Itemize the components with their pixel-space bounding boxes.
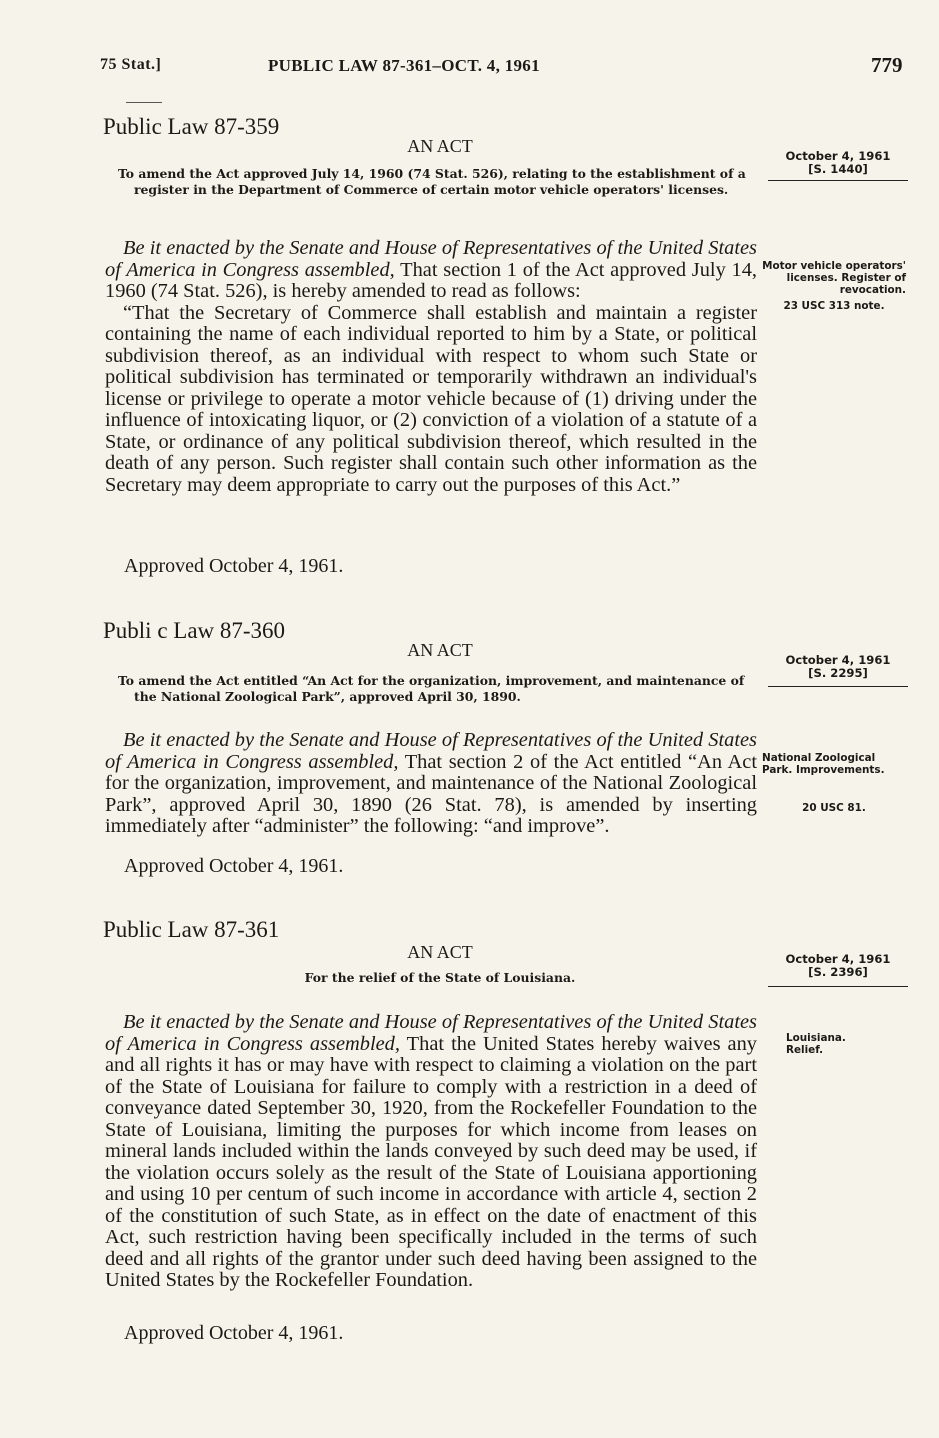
law-title-87-361: Public Law 87-361	[103, 917, 280, 942]
side-note	[762, 752, 906, 814]
body-lead: That section 2 of the Act entitled “An Act for the organization, improvement, and maintenance of the National Zoological Park”, approved April 30, 1890 (26 Stat. 78), is amended by inserting immediately after “administer” the following: “and improve”.	[105, 750, 757, 837]
enactment-date: October 4, 1961	[785, 653, 891, 667]
act-heading: AN ACT	[407, 942, 473, 962]
body-lead: That section 1 of the Act approved July 14, 1960 (74 Stat. 526), is hereby amended to read as follows:	[105, 258, 758, 302]
approval-date: Approved October 4, 1961.	[124, 855, 344, 877]
approval-date: Approved October 4, 1961.	[124, 555, 344, 577]
enacting-clause: Be it enacted by the Senate and House of Representatives of the United States of America in Congress assembled,	[105, 237, 757, 281]
enacting-clause: Be it enacted by the Senate and House of Representatives of the United States of America in Congress assembled,	[105, 729, 757, 773]
act-purpose: For the relief of the State of Louisiana.	[304, 970, 576, 985]
approval-date: Approved October 4, 1961.	[124, 1322, 344, 1344]
side-note-text: Motor vehicle operators' licenses. Register of revocation.	[762, 260, 906, 296]
running-head	[0, 53, 939, 80]
enactment-date: October 4, 1961	[785, 952, 891, 966]
page-number: 779	[871, 53, 903, 77]
margin-rule	[768, 180, 908, 181]
code-citation: 20 USC 81.	[802, 802, 866, 814]
act-heading: AN ACT	[407, 136, 473, 156]
running-title: PUBLIC LAW 87-361–OCT. 4, 1961	[268, 56, 540, 75]
side-note	[786, 1032, 886, 1056]
margin-date	[770, 654, 906, 680]
margin-date	[770, 953, 906, 979]
margin-date	[770, 150, 906, 176]
senate-bill-number: [S. 1440]	[808, 162, 868, 176]
amended-text: “That the Secretary of Commerce shall establish and maintain a register containing the name of each individual reported to him by a State, or political subdivision thereof, as an individual with respect to whom such State or political subdivision has terminated or temporarily withdrawn an individual's license or privilege to operate a motor vehicle because of (1) driving under the influence of intoxicating liquor, or (2) conviction of a violation of a statute of a State, or ordinance of any political subdivision thereof, which resulted in the death of any person. Such register shall contain such other information as the Secretary may deem appropriate to carry out the purposes of this Act.”	[105, 301, 757, 496]
body-lead: That the United States hereby waives any and all rights it has or may have with respect to claiming a violation on the part of the State of Louisiana for failure to comply with a restriction in a deed of conveyance dated September 30, 1920, from the Rockefeller Foundation to the State of Louisiana, limiting the purposes for which income from leases on mineral lands included within the lands conveyed by such deed may be used, if the violation occurs solely as the result of the State of Louisiana apportioning and using 10 per centum of such income in accordance with article 4, section 2 of the constitution of such State, as in effect on the date of enactment of this Act, such restriction having been specifically included in the terms of such deed and all rights of the grantor under such deed having been assigned to the United States by the Rockefeller Foundation.	[105, 1032, 758, 1291]
act-body	[105, 730, 757, 838]
statute-volume: 75 Stat.]	[100, 56, 162, 73]
code-citation: 23 USC 313 note.	[783, 300, 885, 312]
law-title-87-360: Publi c Law 87-360	[103, 618, 286, 643]
act-heading: AN ACT	[407, 640, 473, 660]
act-body	[105, 238, 757, 496]
act-body	[105, 1012, 757, 1292]
side-note-text: National Zoological Park. Improvements.	[762, 752, 885, 776]
enactment-date: October 4, 1961	[785, 149, 891, 163]
margin-rule	[768, 986, 908, 987]
act-purpose: To amend the Act entitled “An Act for the organization, improvement, and maintenance of the National Zoological Park”, approved April 30, 1890.	[118, 673, 745, 704]
senate-bill-number: [S. 2396]	[808, 965, 868, 979]
side-note-text: Louisiana. Relief.	[786, 1032, 846, 1056]
law-title-87-359: Public Law 87-359	[103, 114, 280, 139]
margin-rule	[768, 686, 908, 687]
top-divider	[126, 102, 162, 103]
senate-bill-number: [S. 2295]	[808, 666, 868, 680]
enacting-clause: Be it enacted by the Senate and House of Representatives of the United States of America in Congress assembled,	[105, 1011, 757, 1055]
act-purpose: To amend the Act approved July 14, 1960 (74 Stat. 526), relating to the establishment of a register in the Department of Commerce of certain motor vehicle operators' licenses.	[118, 166, 746, 197]
side-note	[762, 260, 906, 312]
